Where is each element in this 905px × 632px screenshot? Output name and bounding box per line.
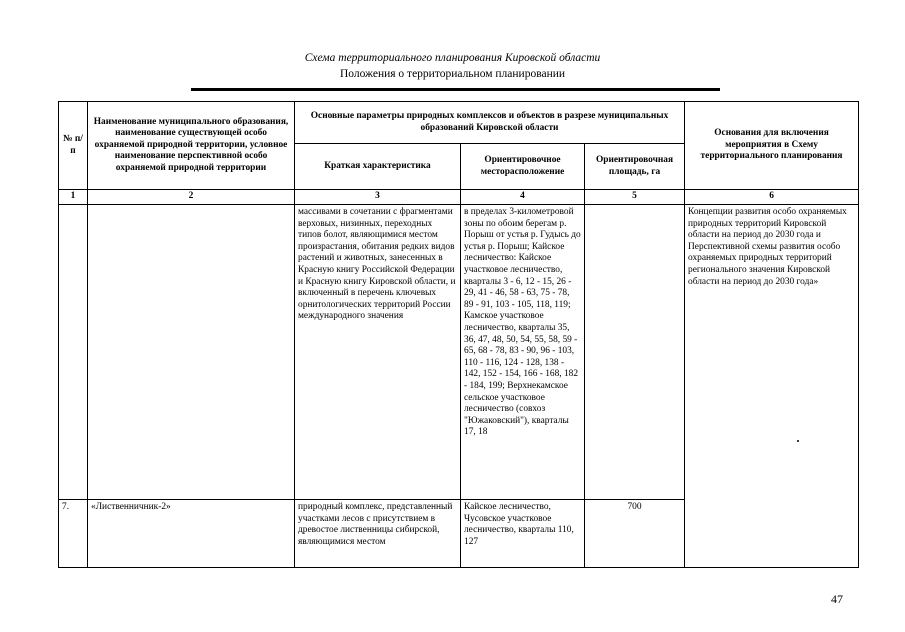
page-number: 47 xyxy=(831,592,843,606)
header-name: Наименование муниципального образования, наименование существующей особо охраняемой природной территории, условное наименование перспективной особо охраняемой природной территории xyxy=(88,102,295,190)
header-num: № п/п xyxy=(59,102,88,190)
column-number: 5 xyxy=(585,190,685,205)
row-area xyxy=(585,205,685,500)
document-subtitle: Положения о территориальном планировании xyxy=(339,68,566,80)
header-rule xyxy=(191,88,720,91)
row-desc: массивами в сочетании с фрагментами верховых, низинных, переходных типов болот, являющимися местом произрастания, обитания редких видов растений и животных, занесенных в Красную книгу Российской Федерации и Красную книгу Кировской области, и включенный в перечень ключевых орнитологических территорий России международного значения xyxy=(295,205,461,500)
header-desc: Краткая характеристика xyxy=(295,144,461,190)
row-location: Кайское лесничество, Чусовское участковое лесничество, кварталы 110, 127 xyxy=(461,500,585,568)
column-number: 2 xyxy=(88,190,295,205)
planning-table xyxy=(58,101,859,568)
column-number: 4 xyxy=(461,190,585,205)
row-area: 700 xyxy=(585,500,685,568)
row-num xyxy=(59,205,88,500)
column-number-row xyxy=(59,190,859,205)
column-number: 6 xyxy=(685,190,859,205)
header-location: Ориентировочное месторасположение xyxy=(461,144,585,190)
row-name xyxy=(88,205,295,500)
table-row xyxy=(59,205,859,500)
column-number: 1 xyxy=(59,190,88,205)
column-number: 3 xyxy=(295,190,461,205)
header-area: Ориентировочная площадь, га xyxy=(585,144,685,190)
row-num: 7. xyxy=(59,500,88,568)
row-basis: Концепции развития особо охраняемых природных территорий Кировской области на период до 2030 года и Перспективной схемы развития особо охраняемых природных территорий регионального значения Кировской области на период до 2030 года» xyxy=(685,205,859,568)
row-location: в пределах 3-километровой зоны по обоим берегам р. Порыш от устья р. Гудысь до устья р. Порыш; Кайское лесничество: Кайское участковое лесничество, кварталы 3 - 6, 12 - 15, 26 - 29, 41 - 46, 58 - 63, 75 - 78, 89 - 91, 103 - 105, 118, 119; Камское участковое лесничество, кварталы 35, 36, 47, 48, 50, 54, 55, 58, 59 - 65, 68 - 78, 83 - 90, 96 - 103, 110 - 116, 124 - 128, 138 - 142, 152 - 154, 166 - 168, 182 - 184, 199; Верхнекамское сельское участковое лесничество (совхоз "Южаковский"), кварталы 17, 18 xyxy=(461,205,585,500)
header-params: Основные параметры природных комплексов и объектов в разрезе муниципальных образований Кировской области xyxy=(295,102,685,144)
row-name: «Лиственничник-2» xyxy=(88,500,295,568)
scan-speck xyxy=(797,440,799,442)
document-title: Схема территориального планирования Кировской области xyxy=(304,52,601,64)
header-basis: Основания для включения мероприятия в Схему территориального планирования xyxy=(685,102,859,190)
row-desc: природный комплекс, представленный участками лесов с присутствием в древостое лиственницы сибирской, являющимися местом xyxy=(295,500,461,568)
